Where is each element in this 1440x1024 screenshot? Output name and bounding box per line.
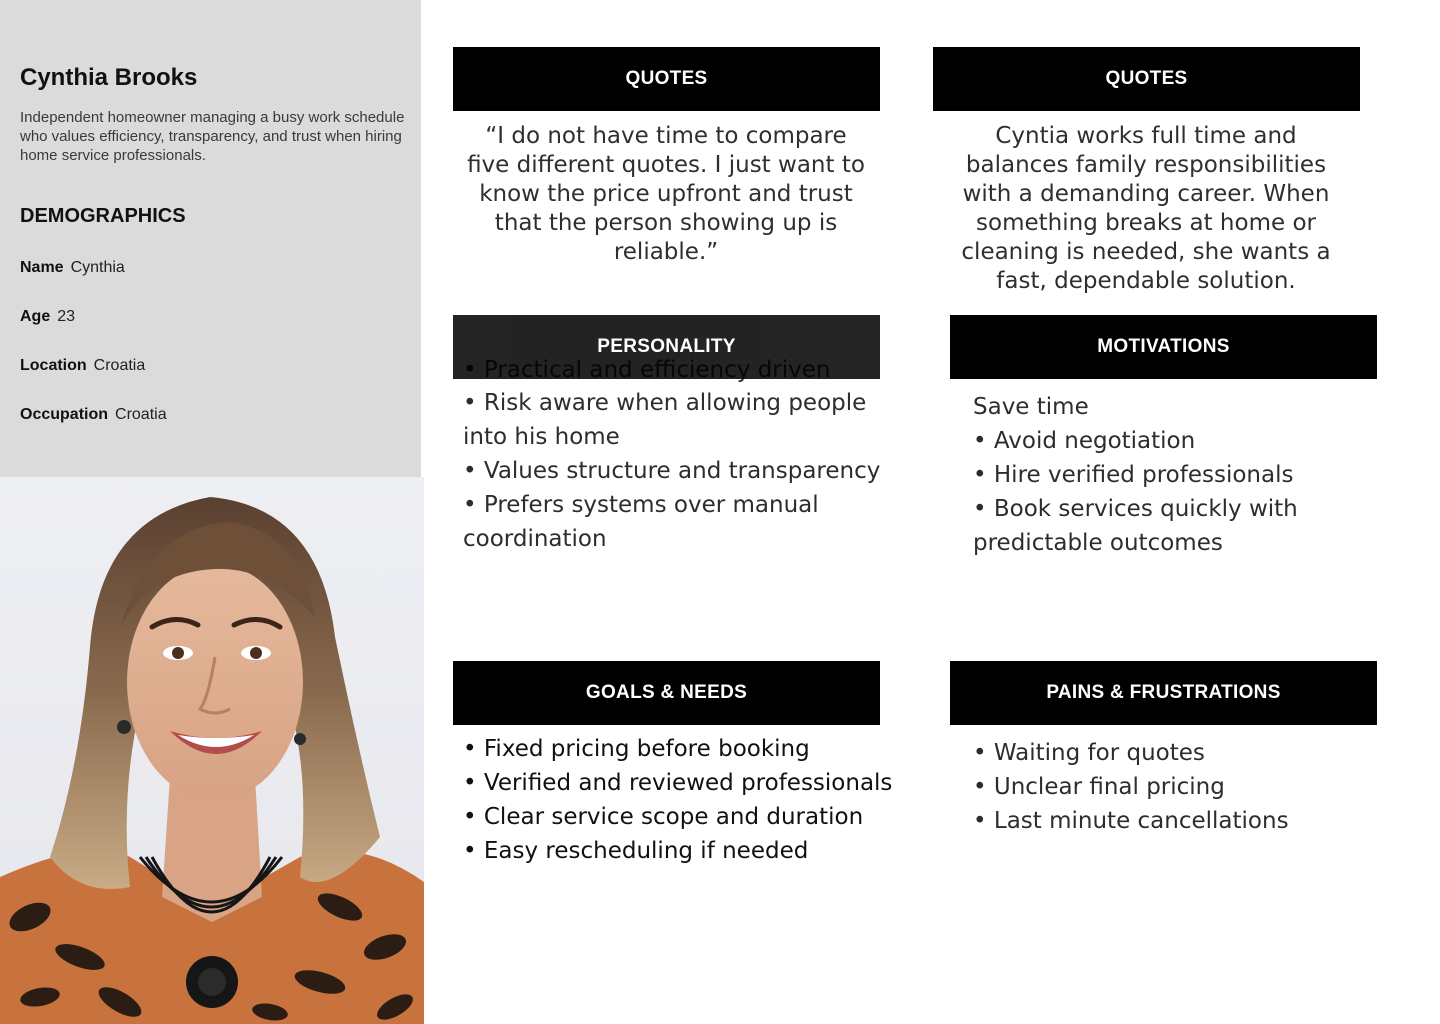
demographic-key: Age	[20, 308, 51, 325]
demographic-location-row	[20, 357, 145, 375]
persona-photo	[0, 477, 424, 1024]
goals-header: GOALS & NEEDS	[453, 661, 880, 725]
demographics-title: DEMOGRAPHICS	[20, 205, 186, 227]
demographic-age-row	[20, 308, 75, 326]
personality-header: PERSONALITY	[453, 315, 880, 379]
personality-list	[463, 386, 888, 556]
pains-list	[973, 736, 1393, 838]
list-item: • Clear service scope and duration	[463, 804, 864, 830]
list-item: • Fixed pricing before booking	[463, 736, 810, 762]
list-item: • Unclear final pricing	[973, 774, 1225, 800]
pains-header: PAINS & FRUSTRATIONS	[950, 661, 1377, 725]
list-item: • Last minute cancellations	[973, 808, 1289, 834]
demographic-key: Location	[20, 357, 87, 374]
demographic-name-row	[20, 259, 125, 277]
list-item: • Prefers systems over manual coordination	[463, 492, 819, 552]
quotes-left-header: QUOTES	[453, 47, 880, 111]
persona-name: Cynthia Brooks	[20, 64, 198, 91]
persona-bio: Independent homeowner managing a busy work schedule who values efficiency, transparency, and trust when hiring home service professionals.	[20, 109, 405, 164]
demographic-value: Cynthia	[70, 259, 125, 276]
portrait-illustration	[0, 477, 424, 1024]
list-item: • Avoid negotiation	[973, 428, 1196, 454]
list-item: Save time	[973, 394, 1089, 420]
motivations-list	[973, 390, 1353, 560]
demographic-value: 23	[57, 308, 76, 325]
demographic-key: Name	[20, 259, 64, 276]
goals-list	[463, 732, 903, 868]
list-item: • Waiting for quotes	[973, 740, 1205, 766]
persona-sidebar	[0, 0, 421, 477]
list-item: • Verified and reviewed professionals	[463, 770, 893, 796]
motivations-header: MOTIVATIONS	[950, 315, 1377, 379]
list-item: • Risk aware when allowing people into his home	[463, 390, 867, 450]
quotes-right-text: Cyntia works full time and balances family responsibilities with a demanding career. When something breaks at home or cleaning is needed, she wants a fast, dependable solution.	[961, 123, 1331, 294]
quotes-right-header: QUOTES	[933, 47, 1360, 111]
demographic-value: Croatia	[115, 406, 167, 423]
list-item: • Hire verified professionals	[973, 462, 1294, 488]
quotes-left-text: “I do not have time to compare five different quotes. I just want to know the price upfront and trust that the person showing up is reliable.”	[467, 123, 865, 265]
list-item: • Book services quickly with predictable outcomes	[973, 496, 1298, 556]
demographic-occupation-row	[20, 406, 167, 424]
list-item: • Values structure and transparency	[463, 458, 881, 484]
list-item: • Easy rescheduling if needed	[463, 838, 809, 864]
demographic-key: Occupation	[20, 406, 109, 423]
demographic-value: Croatia	[93, 357, 146, 374]
